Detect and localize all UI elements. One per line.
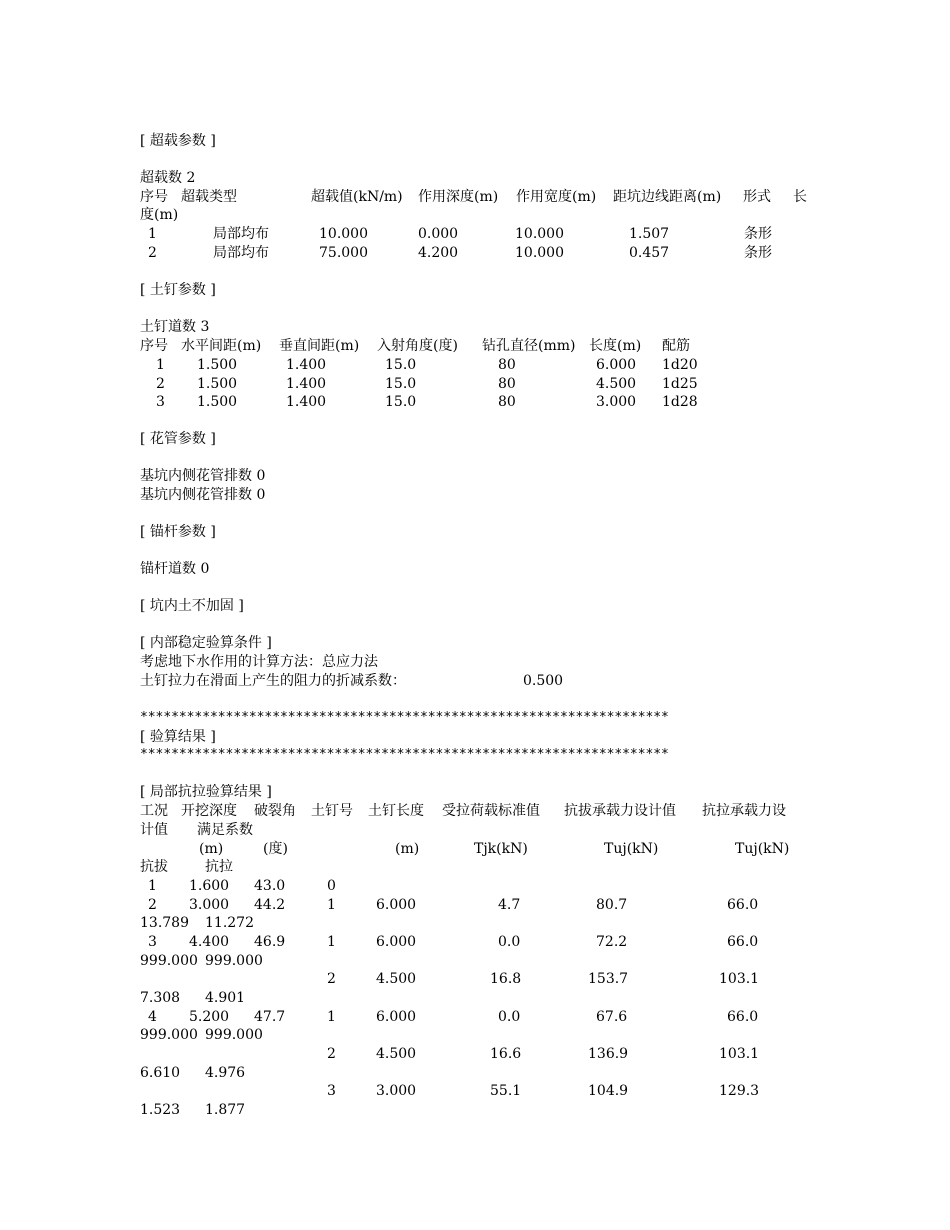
- table-cell: 4.901: [205, 990, 246, 1006]
- table-cell: 80.7: [596, 897, 628, 913]
- header-cell: 超载类型: [181, 189, 237, 205]
- table-cell: 1d28: [662, 394, 698, 410]
- table-cell: 11.272: [205, 915, 254, 931]
- table-cell: 4.400: [189, 934, 230, 950]
- header-cell: 入射角度(度): [377, 338, 458, 354]
- unit-cell: Tjk(kN): [474, 841, 528, 857]
- table-cell: 6.610: [140, 1065, 181, 1081]
- table-cell: 153.7: [588, 971, 629, 987]
- table-cell: 0: [327, 878, 336, 894]
- table-cell: 75.000: [319, 245, 368, 261]
- table-cell: 7.308: [140, 990, 181, 1006]
- table-cell: 999.000: [205, 953, 263, 969]
- table-cell: 1.400: [286, 357, 327, 373]
- table-cell: 4.500: [596, 376, 637, 392]
- header-cell: 抗拉承载力设: [702, 803, 786, 819]
- unit-cell: Tuj(kN): [604, 841, 659, 857]
- table-cell: 4.976: [205, 1065, 246, 1081]
- groundwater-method: 考虑地下水作用的计算方法：总应力法: [140, 654, 378, 670]
- header-cell-wrap: 满足系数: [197, 822, 253, 838]
- table-cell: 15.0: [385, 357, 417, 373]
- table-cell: 16.8: [490, 971, 522, 987]
- table-cell: 1.523: [140, 1102, 181, 1118]
- table-cell: 2: [327, 971, 336, 987]
- table-cell: 46.9: [254, 934, 286, 950]
- header-cell: 工况: [140, 803, 168, 819]
- table-cell: 103.1: [719, 971, 760, 987]
- header-cell: 钻孔直径(mm): [482, 338, 576, 354]
- table-cell: 10.000: [515, 226, 564, 242]
- table-cell: 999.000: [205, 1027, 263, 1043]
- table-cell: 3.000: [596, 394, 637, 410]
- header-cell: 破裂角: [254, 803, 296, 819]
- table-cell: 1.400: [286, 376, 327, 392]
- table-cell: 2: [148, 897, 157, 913]
- unit-cell: Tuj(kN): [735, 841, 790, 857]
- table-cell: 3: [148, 934, 157, 950]
- table-cell: 15.0: [385, 376, 417, 392]
- table-cell: 66.0: [727, 897, 759, 913]
- table-cell: 10.000: [515, 245, 564, 261]
- table-cell: 3.000: [189, 897, 230, 913]
- table-cell: 2: [156, 376, 165, 392]
- table-cell: 1: [327, 897, 336, 913]
- header-cell: 配筋: [662, 338, 690, 354]
- table-cell: 6.000: [596, 357, 637, 373]
- table-cell: 1: [148, 226, 157, 242]
- table-cell: 66.0: [727, 934, 759, 950]
- table-cell: 72.2: [596, 934, 628, 950]
- table-cell: 16.6: [490, 1046, 522, 1062]
- table-cell: 999.000: [140, 953, 198, 969]
- table-cell: 43.0: [254, 878, 286, 894]
- table-cell: 6.000: [376, 897, 417, 913]
- stars-divider-top: ********************************************************************: [140, 710, 669, 725]
- table-cell: 1.600: [189, 878, 230, 894]
- table-cell: 2: [327, 1046, 336, 1062]
- unit-cell: (度): [263, 841, 288, 857]
- header-cell: 开挖深度: [181, 803, 237, 819]
- internal-stability-section-title: [ 内部稳定验算条件 ]: [140, 635, 272, 651]
- header-cell: 形式: [743, 189, 771, 205]
- table-cell: 0.457: [629, 245, 670, 261]
- table-cell: 47.7: [254, 1009, 286, 1025]
- table-cell: 局部均布: [213, 226, 269, 242]
- soil-nail-count: 土钉道数 3: [140, 319, 210, 335]
- table-cell: 条形: [744, 226, 772, 242]
- table-cell: 67.6: [596, 1009, 628, 1025]
- table-cell: 6.000: [376, 1009, 417, 1025]
- header-cell: 土钉长度: [368, 803, 424, 819]
- header-cell: 受拉荷载标准值: [442, 803, 540, 819]
- table-cell: 1d25: [662, 376, 698, 392]
- table-cell: 4: [148, 1009, 157, 1025]
- table-cell: 条形: [744, 245, 772, 261]
- table-cell: 局部均布: [213, 245, 269, 261]
- table-cell: 55.1: [490, 1083, 522, 1099]
- table-cell: 5.200: [189, 1009, 230, 1025]
- table-cell: 4.200: [418, 245, 459, 261]
- header-cell-wrap: 计值: [140, 822, 168, 838]
- flower-pipe-section-title: [ 花管参数 ]: [140, 431, 216, 447]
- table-cell: 1.500: [197, 376, 238, 392]
- unit-cell-wrap: 抗拉: [205, 859, 233, 875]
- reduction-value: 0.500: [523, 673, 564, 689]
- header-cell: 距坑边线距离(m): [613, 189, 722, 205]
- table-cell: 1d20: [662, 357, 698, 373]
- local-pullout-section-title: [ 局部抗拉验算结果 ]: [140, 784, 272, 800]
- header-cell: 土钉号: [311, 803, 353, 819]
- table-cell: 1.500: [197, 394, 238, 410]
- table-cell: 66.0: [727, 1009, 759, 1025]
- table-cell: 4.7: [498, 897, 521, 913]
- table-cell: 0.0: [498, 1009, 521, 1025]
- table-cell: 1: [327, 934, 336, 950]
- table-cell: 0.000: [418, 226, 459, 242]
- header-cell: 长: [793, 189, 807, 205]
- header-cell: 作用深度(m): [418, 189, 499, 205]
- header-cell: 序号: [140, 338, 168, 354]
- flower-pipe-line-1: 基坑内侧花管排数 0: [140, 468, 266, 484]
- unit-cell: (m): [395, 841, 420, 857]
- header-cell: 作用宽度(m): [516, 189, 597, 205]
- table-cell: 1: [327, 1009, 336, 1025]
- table-cell: 1.507: [629, 226, 670, 242]
- header-cell: 长度(m): [589, 338, 642, 354]
- table-cell: 103.1: [719, 1046, 760, 1062]
- header-cell: 序号: [140, 189, 168, 205]
- table-cell: 1: [148, 878, 157, 894]
- table-cell: 13.789: [140, 915, 189, 931]
- header-cell: 水平间距(m): [181, 338, 262, 354]
- table-cell: 80: [498, 357, 516, 373]
- header-cell: 抗拔承载力设计值: [564, 803, 676, 819]
- header-cell: 垂直间距(m): [279, 338, 360, 354]
- table-cell: 10.000: [319, 226, 368, 242]
- header-cell-wrap: 度(m): [140, 207, 179, 223]
- table-cell: 1.400: [286, 394, 327, 410]
- table-cell: 80: [498, 394, 516, 410]
- table-cell: 1.877: [205, 1102, 246, 1118]
- table-cell: 4.500: [376, 971, 417, 987]
- surcharge-section-title: [ 超载参数 ]: [140, 133, 216, 149]
- unit-cell: (m): [199, 841, 224, 857]
- table-cell: 4.500: [376, 1046, 417, 1062]
- surcharge-count: 超载数 2: [140, 170, 196, 186]
- results-section-title: [ 验算结果 ]: [140, 729, 216, 745]
- soil-nail-section-title: [ 土钉参数 ]: [140, 282, 216, 298]
- reduction-label: 土钉拉力在滑面上产生的阻力的折减系数：: [140, 673, 406, 689]
- table-cell: 1.500: [197, 357, 238, 373]
- table-cell: 3: [327, 1083, 336, 1099]
- unit-cell-wrap: 抗拔: [140, 859, 168, 875]
- table-cell: 2: [148, 245, 157, 261]
- flower-pipe-line-2: 基坑内侧花管排数 0: [140, 487, 266, 503]
- table-cell: 0.0: [498, 934, 521, 950]
- table-cell: 3: [156, 394, 165, 410]
- table-cell: 15.0: [385, 394, 417, 410]
- table-cell: 136.9: [588, 1046, 629, 1062]
- anchor-section-title: [ 锚杆参数 ]: [140, 524, 216, 540]
- table-cell: 44.2: [254, 897, 286, 913]
- table-cell: 129.3: [719, 1083, 760, 1099]
- pit-soil-section-title: [ 坑内土不加固 ]: [140, 598, 244, 614]
- table-cell: 1: [156, 357, 165, 373]
- table-cell: 104.9: [588, 1083, 629, 1099]
- table-cell: 6.000: [376, 934, 417, 950]
- table-cell: 3.000: [376, 1083, 417, 1099]
- table-cell: 999.000: [140, 1027, 198, 1043]
- stars-divider-bottom: ********************************************************************: [140, 747, 669, 762]
- header-cell: 超载值(kN/m): [311, 189, 403, 205]
- table-cell: 80: [498, 376, 516, 392]
- anchor-count: 锚杆道数 0: [140, 561, 210, 577]
